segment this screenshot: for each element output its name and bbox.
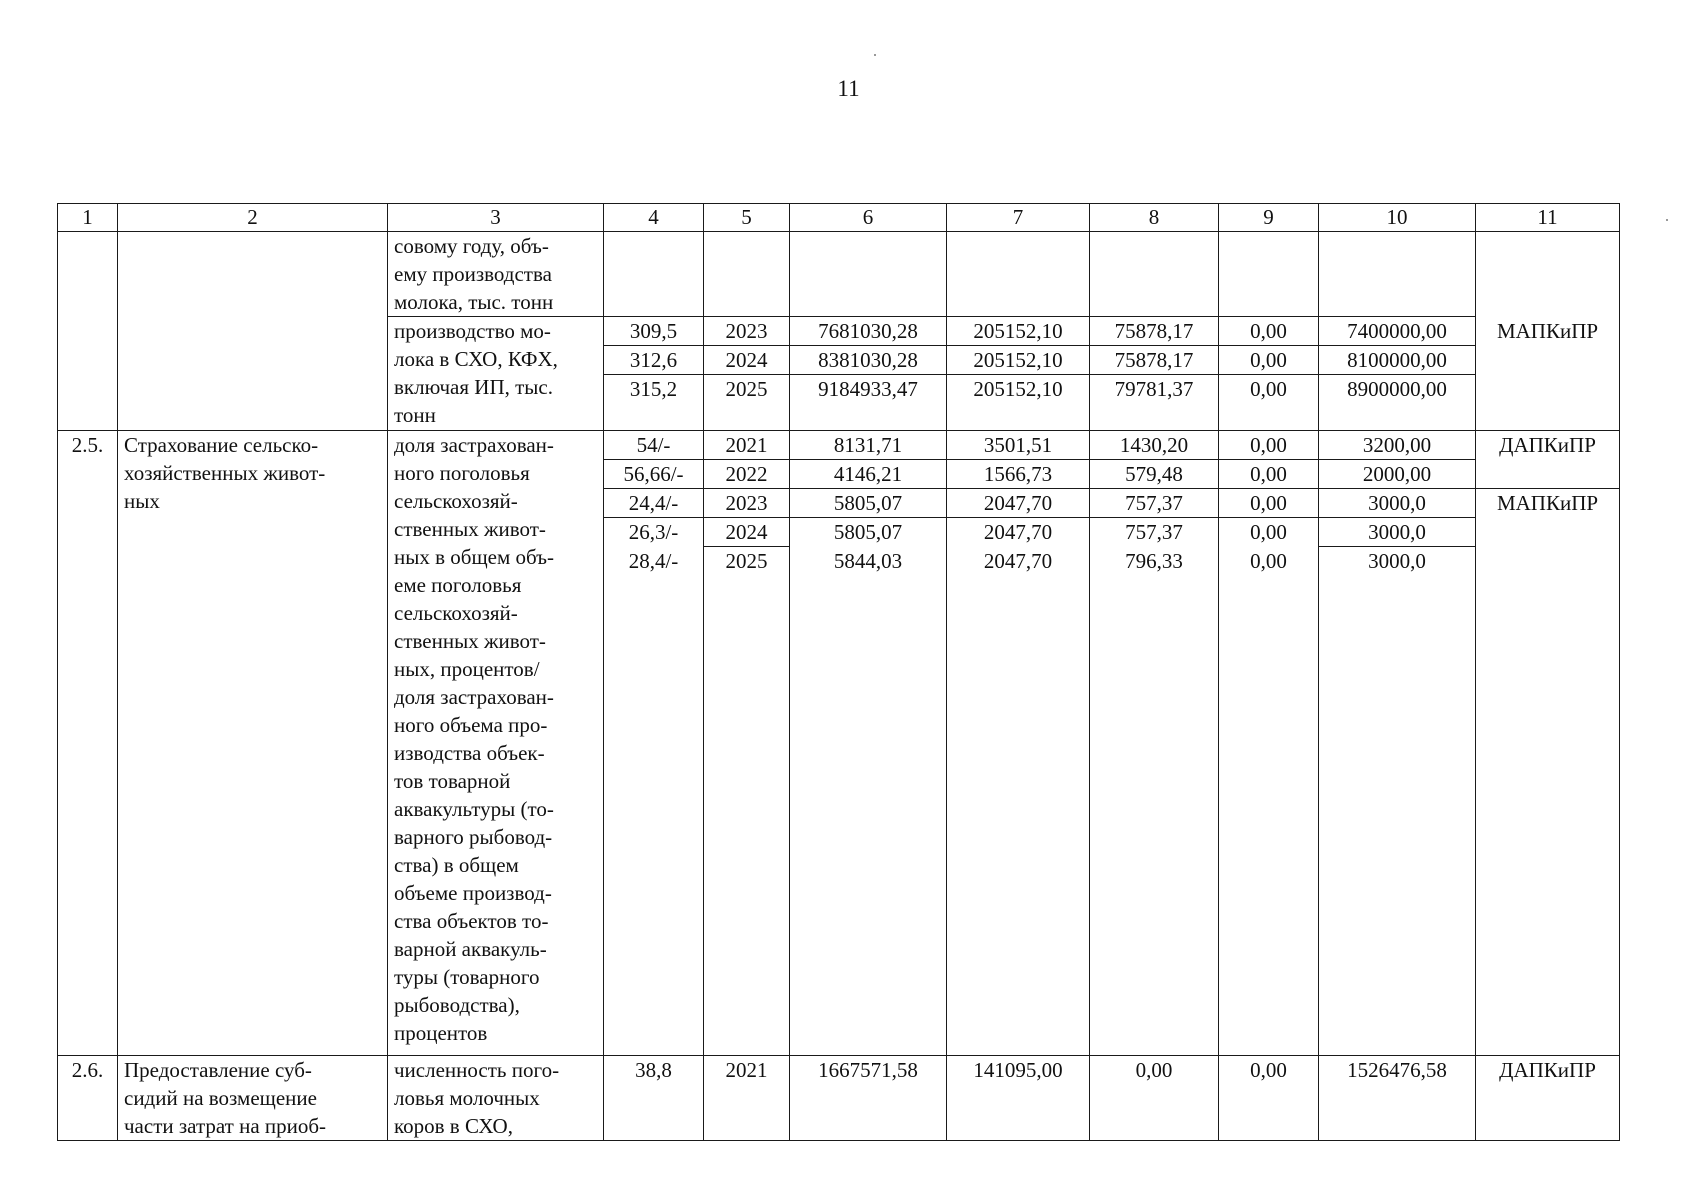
value-cell (1090, 575, 1219, 1055)
indicator-value: 315,2 (604, 375, 704, 431)
federal-cell: 2047,70 (947, 547, 1090, 576)
indicator-value: 28,4/- (604, 547, 704, 576)
total-cell: 7681030,28 (790, 317, 947, 346)
col-header: 1 (58, 204, 118, 232)
extra-budget-cell: 8900000,00 (1319, 375, 1476, 431)
item-number-cell: 2.6. (58, 1055, 118, 1140)
value-cell (1219, 232, 1319, 317)
total-cell: 8381030,28 (790, 346, 947, 375)
extra-budget-cell: 8100000,00 (1319, 346, 1476, 375)
year-cell: 2022 (704, 460, 790, 489)
budget-table (57, 203, 1620, 1141)
total-cell: 5805,07 (790, 489, 947, 518)
local-cell: 0,00 (1219, 346, 1319, 375)
regional-cell: 75878,17 (1090, 346, 1219, 375)
col-header: 5 (704, 204, 790, 232)
value-cell (790, 232, 947, 317)
col-header: 6 (790, 204, 947, 232)
extra-budget-cell: 3200,00 (1319, 431, 1476, 460)
indicator-cell: производство мо- лока в СХО, КФХ, включая ИП, тыс. тонн (388, 317, 604, 431)
year-cell: 2021 (704, 431, 790, 460)
federal-cell: 2047,70 (947, 489, 1090, 518)
col-header: 4 (604, 204, 704, 232)
extra-budget-cell: 3000,0 (1319, 489, 1476, 518)
federal-cell: 3501,51 (947, 431, 1090, 460)
total-cell: 1667571,58 (790, 1055, 947, 1140)
value-cell (704, 575, 790, 1055)
regional-cell: 79781,37 (1090, 375, 1219, 431)
item-title-cell: Страхование сельско- хозяйственных живот- ных (118, 431, 388, 1056)
responsible-cell: ДАПКиПР (1476, 431, 1620, 489)
indicator-cell: совому году, объ- ему производства молока, тыс. тонн (388, 232, 604, 317)
page-number: 11 (837, 76, 860, 101)
local-cell: 0,00 (1219, 547, 1319, 576)
col-header: 9 (1219, 204, 1319, 232)
regional-cell: 0,00 (1090, 1055, 1219, 1140)
extra-budget-cell: 2000,00 (1319, 460, 1476, 489)
extra-budget-cell: 1526476,58 (1319, 1055, 1476, 1140)
value-cell (947, 575, 1090, 1055)
item-title-cell: Предоставление суб- сидий на возмещение части затрат на приоб- (118, 1055, 388, 1140)
local-cell: 0,00 (1219, 431, 1319, 460)
value-cell (1319, 232, 1476, 317)
indicator-value: 56,66/- (604, 460, 704, 489)
federal-cell: 205152,10 (947, 346, 1090, 375)
responsible-cell: МАПКиПР (1476, 489, 1620, 1056)
col-header: 8 (1090, 204, 1219, 232)
year-cell: 2025 (704, 375, 790, 431)
value-cell (704, 232, 790, 317)
indicator-value: 312,6 (604, 346, 704, 375)
item-title-cell (118, 232, 388, 431)
regional-cell: 796,33 (1090, 547, 1219, 576)
extra-budget-cell: 3000,0 (1319, 547, 1476, 576)
responsible-cell (1476, 232, 1620, 317)
total-cell: 4146,21 (790, 460, 947, 489)
scan-speck (1666, 219, 1668, 221)
total-cell: 8131,71 (790, 431, 947, 460)
table-row (58, 1055, 1620, 1140)
regional-cell: 1430,20 (1090, 431, 1219, 460)
extra-budget-cell: 3000,0 (1319, 518, 1476, 547)
total-cell: 5805,07 (790, 518, 947, 547)
extra-budget-cell: 7400000,00 (1319, 317, 1476, 346)
year-cell: 2023 (704, 317, 790, 346)
value-cell (1319, 575, 1476, 1055)
table-row (58, 431, 1620, 460)
item-number-cell (58, 232, 118, 431)
local-cell: 0,00 (1219, 460, 1319, 489)
federal-cell: 141095,00 (947, 1055, 1090, 1140)
year-cell: 2025 (704, 547, 790, 576)
col-header: 7 (947, 204, 1090, 232)
year-cell: 2023 (704, 489, 790, 518)
regional-cell: 579,48 (1090, 460, 1219, 489)
indicator-value: 24,4/- (604, 489, 704, 518)
year-cell: 2021 (704, 1055, 790, 1140)
regional-cell: 75878,17 (1090, 317, 1219, 346)
federal-cell: 1566,73 (947, 460, 1090, 489)
indicator-value: 26,3/- (604, 518, 704, 547)
total-cell: 9184933,47 (790, 375, 947, 431)
value-cell (947, 232, 1090, 317)
col-header: 11 (1476, 204, 1620, 232)
year-cell: 2024 (704, 518, 790, 547)
value-cell (1090, 232, 1219, 317)
value-cell (604, 232, 704, 317)
local-cell: 0,00 (1219, 1055, 1319, 1140)
federal-cell: 2047,70 (947, 518, 1090, 547)
regional-cell: 757,37 (1090, 518, 1219, 547)
col-header: 2 (118, 204, 388, 232)
local-cell: 0,00 (1219, 518, 1319, 547)
indicator-value: 54/- (604, 431, 704, 460)
item-number-cell: 2.5. (58, 431, 118, 1056)
table-row (58, 232, 1620, 317)
indicator-cell: доля застрахован- ного поголовья сельскохозяй- ственных живот- ных в общем объ- еме поголовья сельскохозяй- ственных живот- ных, процентов/ доля застрахован- ного объема про- изводства объек- тов товарной аквакультуры (то- варного рыбовод- ства) в общем объеме производ- ства объектов то- варной аквакуль- туры (товарного рыбоводства), процентов (388, 431, 604, 1056)
year-cell: 2024 (704, 346, 790, 375)
responsible-cell: ДАПКиПР (1476, 1055, 1620, 1140)
total-cell: 5844,03 (790, 547, 947, 576)
local-cell: 0,00 (1219, 375, 1319, 431)
indicator-cell: численность пого- ловья молочных коров в СХО, (388, 1055, 604, 1140)
responsible-cell: МАПКиПР (1476, 317, 1620, 431)
value-cell (790, 575, 947, 1055)
local-cell: 0,00 (1219, 317, 1319, 346)
col-header: 3 (388, 204, 604, 232)
federal-cell: 205152,10 (947, 375, 1090, 431)
local-cell: 0,00 (1219, 489, 1319, 518)
indicator-value: 309,5 (604, 317, 704, 346)
indicator-value: 38,8 (604, 1055, 704, 1140)
value-cell (604, 575, 704, 1055)
col-header: 10 (1319, 204, 1476, 232)
header-row (58, 204, 1620, 232)
federal-cell: 205152,10 (947, 317, 1090, 346)
value-cell (1219, 575, 1319, 1055)
regional-cell: 757,37 (1090, 489, 1219, 518)
scan-speck (874, 54, 876, 56)
